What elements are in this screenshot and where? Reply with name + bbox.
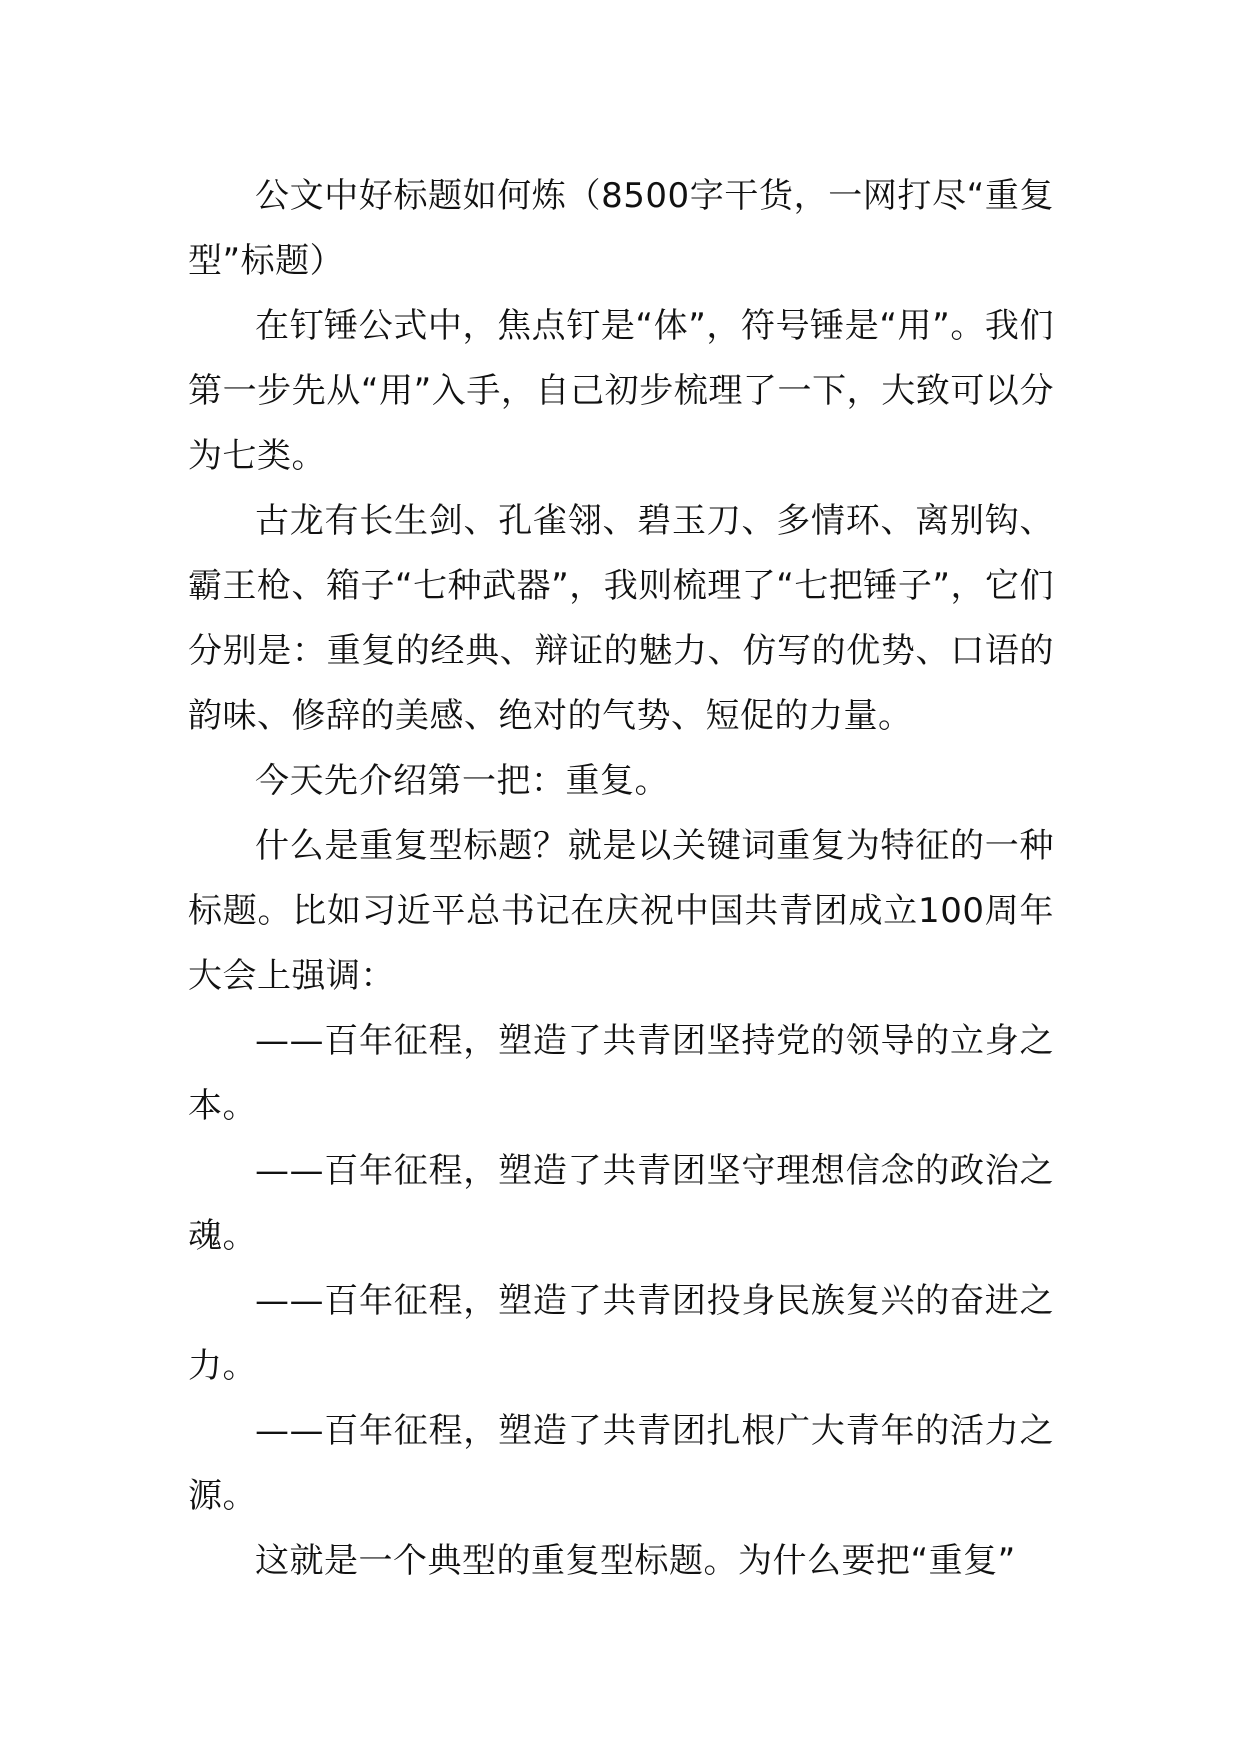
document-body [188,164,1054,1594]
document-title-paragraph: 公文中好标题如何炼（8500字干货，一网打尽“重复型”标题） [188,176,1054,281]
quote-paragraph: ——百年征程，塑造了共青团投身民族复兴的奋进之力。 [188,1281,1054,1386]
body-paragraph: 在钉锤公式中，焦点钉是“体”，符号锤是“用”。我们第一步先从“用”入手，自己初步梳理了一下，大致可以分为七类。 [188,306,1054,476]
quote-paragraph: ——百年征程，塑造了共青团扎根广大青年的活力之源。 [188,1411,1054,1516]
quote-paragraph: ——百年征程，塑造了共青团坚守理想信念的政治之魂。 [188,1151,1054,1256]
quote-paragraph: ——百年征程，塑造了共青团坚持党的领导的立身之本。 [188,1021,1054,1126]
body-paragraph: 什么是重复型标题？就是以关键词重复为特征的一种标题。比如习近平总书记在庆祝中国共青团成立100周年大会上强调： [188,826,1054,996]
body-paragraph: 这就是一个典型的重复型标题。为什么要把“重复” [255,1541,1016,1581]
body-paragraph: 今天先介绍第一把：重复。 [255,761,669,801]
body-paragraph: 古龙有长生剑、孔雀翎、碧玉刀、多情环、离别钩、霸王枪、箱子“七种武器”，我则梳理了“七把锤子”，它们分别是：重复的经典、辩证的魅力、仿写的优势、口语的韵味、修辞的美感、绝对的气势、短促的力量。 [188,501,1054,736]
